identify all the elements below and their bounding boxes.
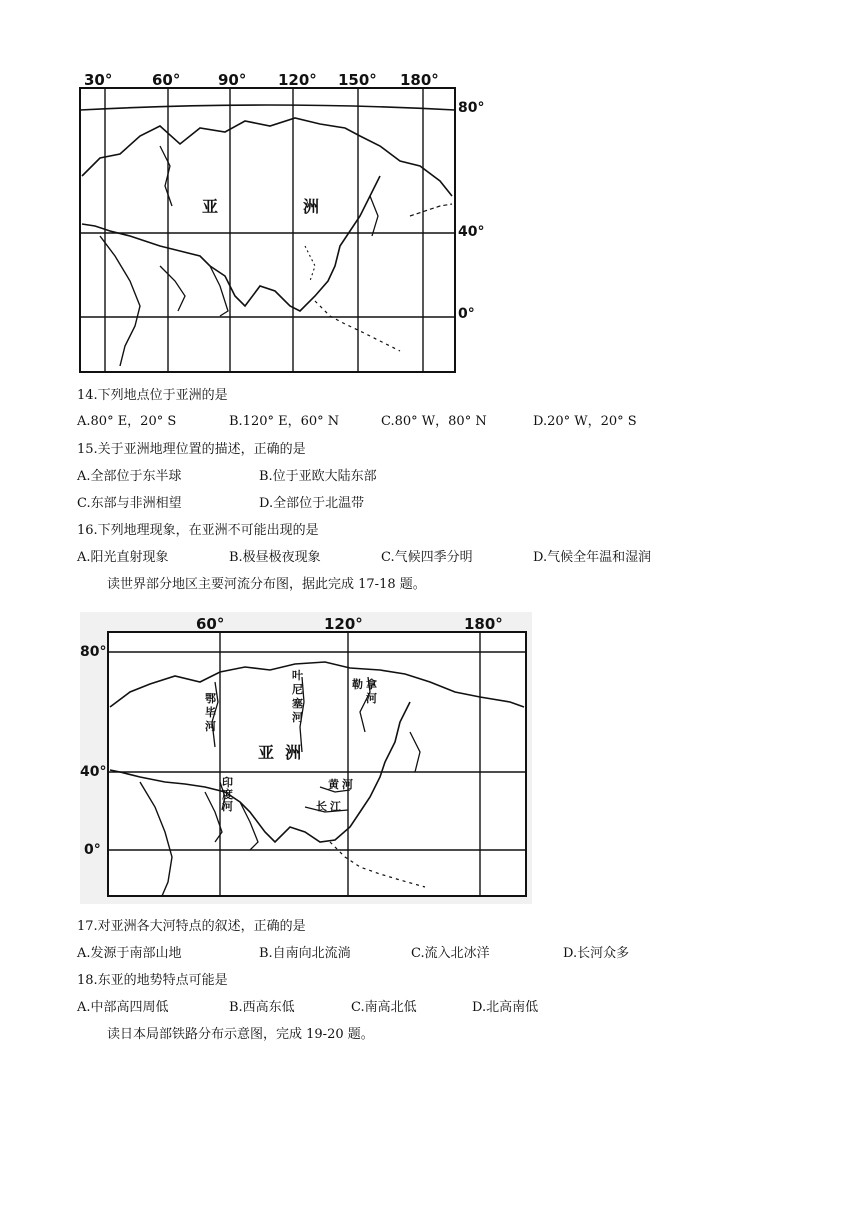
reading-instruction: 读世界部分地区主要河流分布图，据此完成 17-18 题。 <box>107 577 426 592</box>
river-label-yellow: 河 <box>342 778 353 791</box>
river-label-yenisei: 河 <box>292 711 303 724</box>
region-label: 亚 洲 <box>258 743 302 762</box>
question-15-option-a: A.全部位于东半球 <box>77 469 182 484</box>
question-16-option-b: B.极昼极夜现象 <box>229 550 321 565</box>
lon-label: 90° <box>218 71 247 89</box>
asia-map-1 <box>60 66 500 378</box>
question-18-option-b: B.西高东低 <box>229 1000 295 1015</box>
question-18-stem: 18.东亚的地势特点可能是 <box>77 973 228 988</box>
river-label-yangtze: 长 <box>316 800 327 813</box>
question-18-option-a: A.中部高四周低 <box>77 1000 169 1015</box>
river-label-ob: 毕 <box>205 706 216 719</box>
lon-label: 30° <box>84 71 113 89</box>
lat-label: 0° <box>458 306 475 322</box>
lat-label: 80° <box>458 100 485 116</box>
lat-label: 40° <box>80 764 107 780</box>
question-18-option-c: C.南高北低 <box>351 1000 417 1015</box>
lon-label: 120° <box>278 71 317 89</box>
river-label-lena: 勒 <box>352 678 363 691</box>
lon-label: 180° <box>464 615 503 633</box>
reading-instruction: 读日本局部铁路分布示意图，完成 19-20 题。 <box>107 1027 374 1042</box>
question-17-option-c: C.流入北冰洋 <box>411 946 490 961</box>
river-label-indus: 度 <box>222 788 233 801</box>
question-16-stem: 16.下列地理现象，在亚洲不可能出现的是 <box>77 523 319 538</box>
lon-label: 120° <box>324 615 363 633</box>
question-16-option-a: A.阳光直射现象 <box>77 550 169 565</box>
river-label-yenisei: 叶 <box>292 669 303 682</box>
lon-label: 60° <box>196 615 225 633</box>
question-15-option-c: C.东部与非洲相望 <box>77 496 182 511</box>
river-label-yenisei: 尼 <box>292 683 303 696</box>
question-16-option-c: C.气候四季分明 <box>381 550 473 565</box>
river-label-indus: 河 <box>222 800 233 813</box>
question-17-option-a: A.发源于南部山地 <box>77 946 182 961</box>
lon-label: 180° <box>400 71 439 89</box>
river-label-ob: 鄂 <box>205 692 216 705</box>
lat-label: 0° <box>84 842 101 858</box>
question-14-option-a: A.80° E，20° S <box>77 414 177 429</box>
question-14-option-d: D.20° W，20° S <box>533 414 637 429</box>
question-18-option-d: D.北高南低 <box>472 1000 539 1015</box>
river-label-lena: 河 <box>366 692 377 705</box>
river-label-yenisei: 塞 <box>292 697 303 710</box>
lat-label: 80° <box>80 644 107 660</box>
river-label-lena: 拿 <box>366 678 377 691</box>
question-14-option-c: C.80° W，80° N <box>381 414 487 429</box>
lon-label: 60° <box>152 71 181 89</box>
question-17-stem: 17.对亚洲各大河特点的叙述，正确的是 <box>77 919 306 934</box>
asia-rivers-map <box>80 612 532 904</box>
question-14-option-b: B.120° E，60° N <box>229 414 340 429</box>
question-17-option-d: D.长河众多 <box>563 946 630 961</box>
question-14-stem: 14.下列地点位于亚洲的是 <box>77 388 228 403</box>
question-15-option-b: B.位于亚欧大陆东部 <box>259 469 377 484</box>
question-17-option-b: B.自南向北流淌 <box>259 946 351 961</box>
region-label: 亚 <box>202 197 219 216</box>
question-15-option-d: D.全部位于北温带 <box>259 496 365 511</box>
river-label-ob: 河 <box>205 720 216 733</box>
lon-label: 150° <box>338 71 377 89</box>
river-label-yangtze: 江 <box>330 800 341 813</box>
region-label: 洲 <box>303 197 320 216</box>
question-16-option-d: D.气候全年温和湿润 <box>533 550 652 565</box>
lat-label: 40° <box>458 224 485 240</box>
river-label-yellow: 黄 <box>328 778 339 791</box>
river-label-indus: 印 <box>222 776 233 789</box>
question-15-stem: 15.关于亚洲地理位置的描述，正确的是 <box>77 442 306 457</box>
